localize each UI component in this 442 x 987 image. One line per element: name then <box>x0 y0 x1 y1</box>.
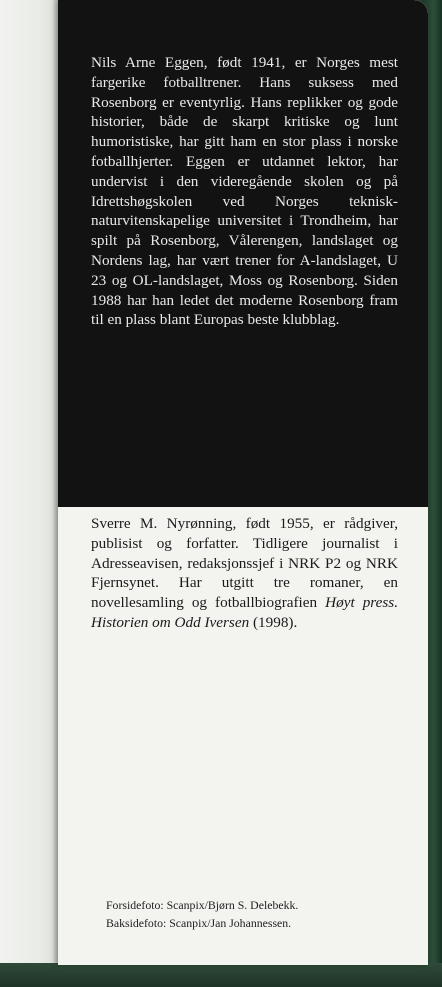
credit-front: Forsidefoto: Scanpix/Bjørn S. Delebekk. <box>106 898 299 912</box>
book-title: Høyt press. Historien om Odd Iversen <box>91 594 398 631</box>
bio-nyronning <box>91 514 398 633</box>
left-book-page <box>0 0 58 987</box>
photo-credits <box>106 896 298 932</box>
credit-back: Baksidefoto: Scanpix/Jan Johannessen. <box>106 916 292 930</box>
book-bottom-edge <box>0 963 442 987</box>
bio-nyronning-text: Sverre M. Nyrønning, født 1955, er rådgiver, publisist og forfatter. Tidligere journalist i Adresseavisen, redaksjonssjef i NRK P2 og NRK Fjernsynet. Har utgitt tre romaner, en novellesamling og fotballbiografien <box>91 515 398 612</box>
author-bio-dark-panel <box>58 0 428 507</box>
bio-eggen: Nils Arne Eggen, født 1941, er Norges mest fargerike fotballtrener. Hans suksess med Rosenborg er eventyrlig. Hans replikker og gode historier, både de skarpt kritiske og lunt humoristiske, har gitt ham en stor plass i norske fotballhjerter. Eggen er utdannet lektor, har undervist i den videregående skolen og på Idrettshøgskolen ved Norges teknisk-naturvitenskapelige universitet i Trondheim, har spilt på Rosenborg, Vålerengen, landslaget og Nordens lag, har vært trener for A-landslaget, U 23 og OL-landslaget, Moss og Rosenborg. Siden 1988 har han ledet det moderne Rosenborg fram til en plass blant Europas beste klubblag. <box>91 54 398 329</box>
dust-jacket-flap <box>58 0 428 965</box>
bio-nyronning-year: (1998). <box>249 613 298 631</box>
